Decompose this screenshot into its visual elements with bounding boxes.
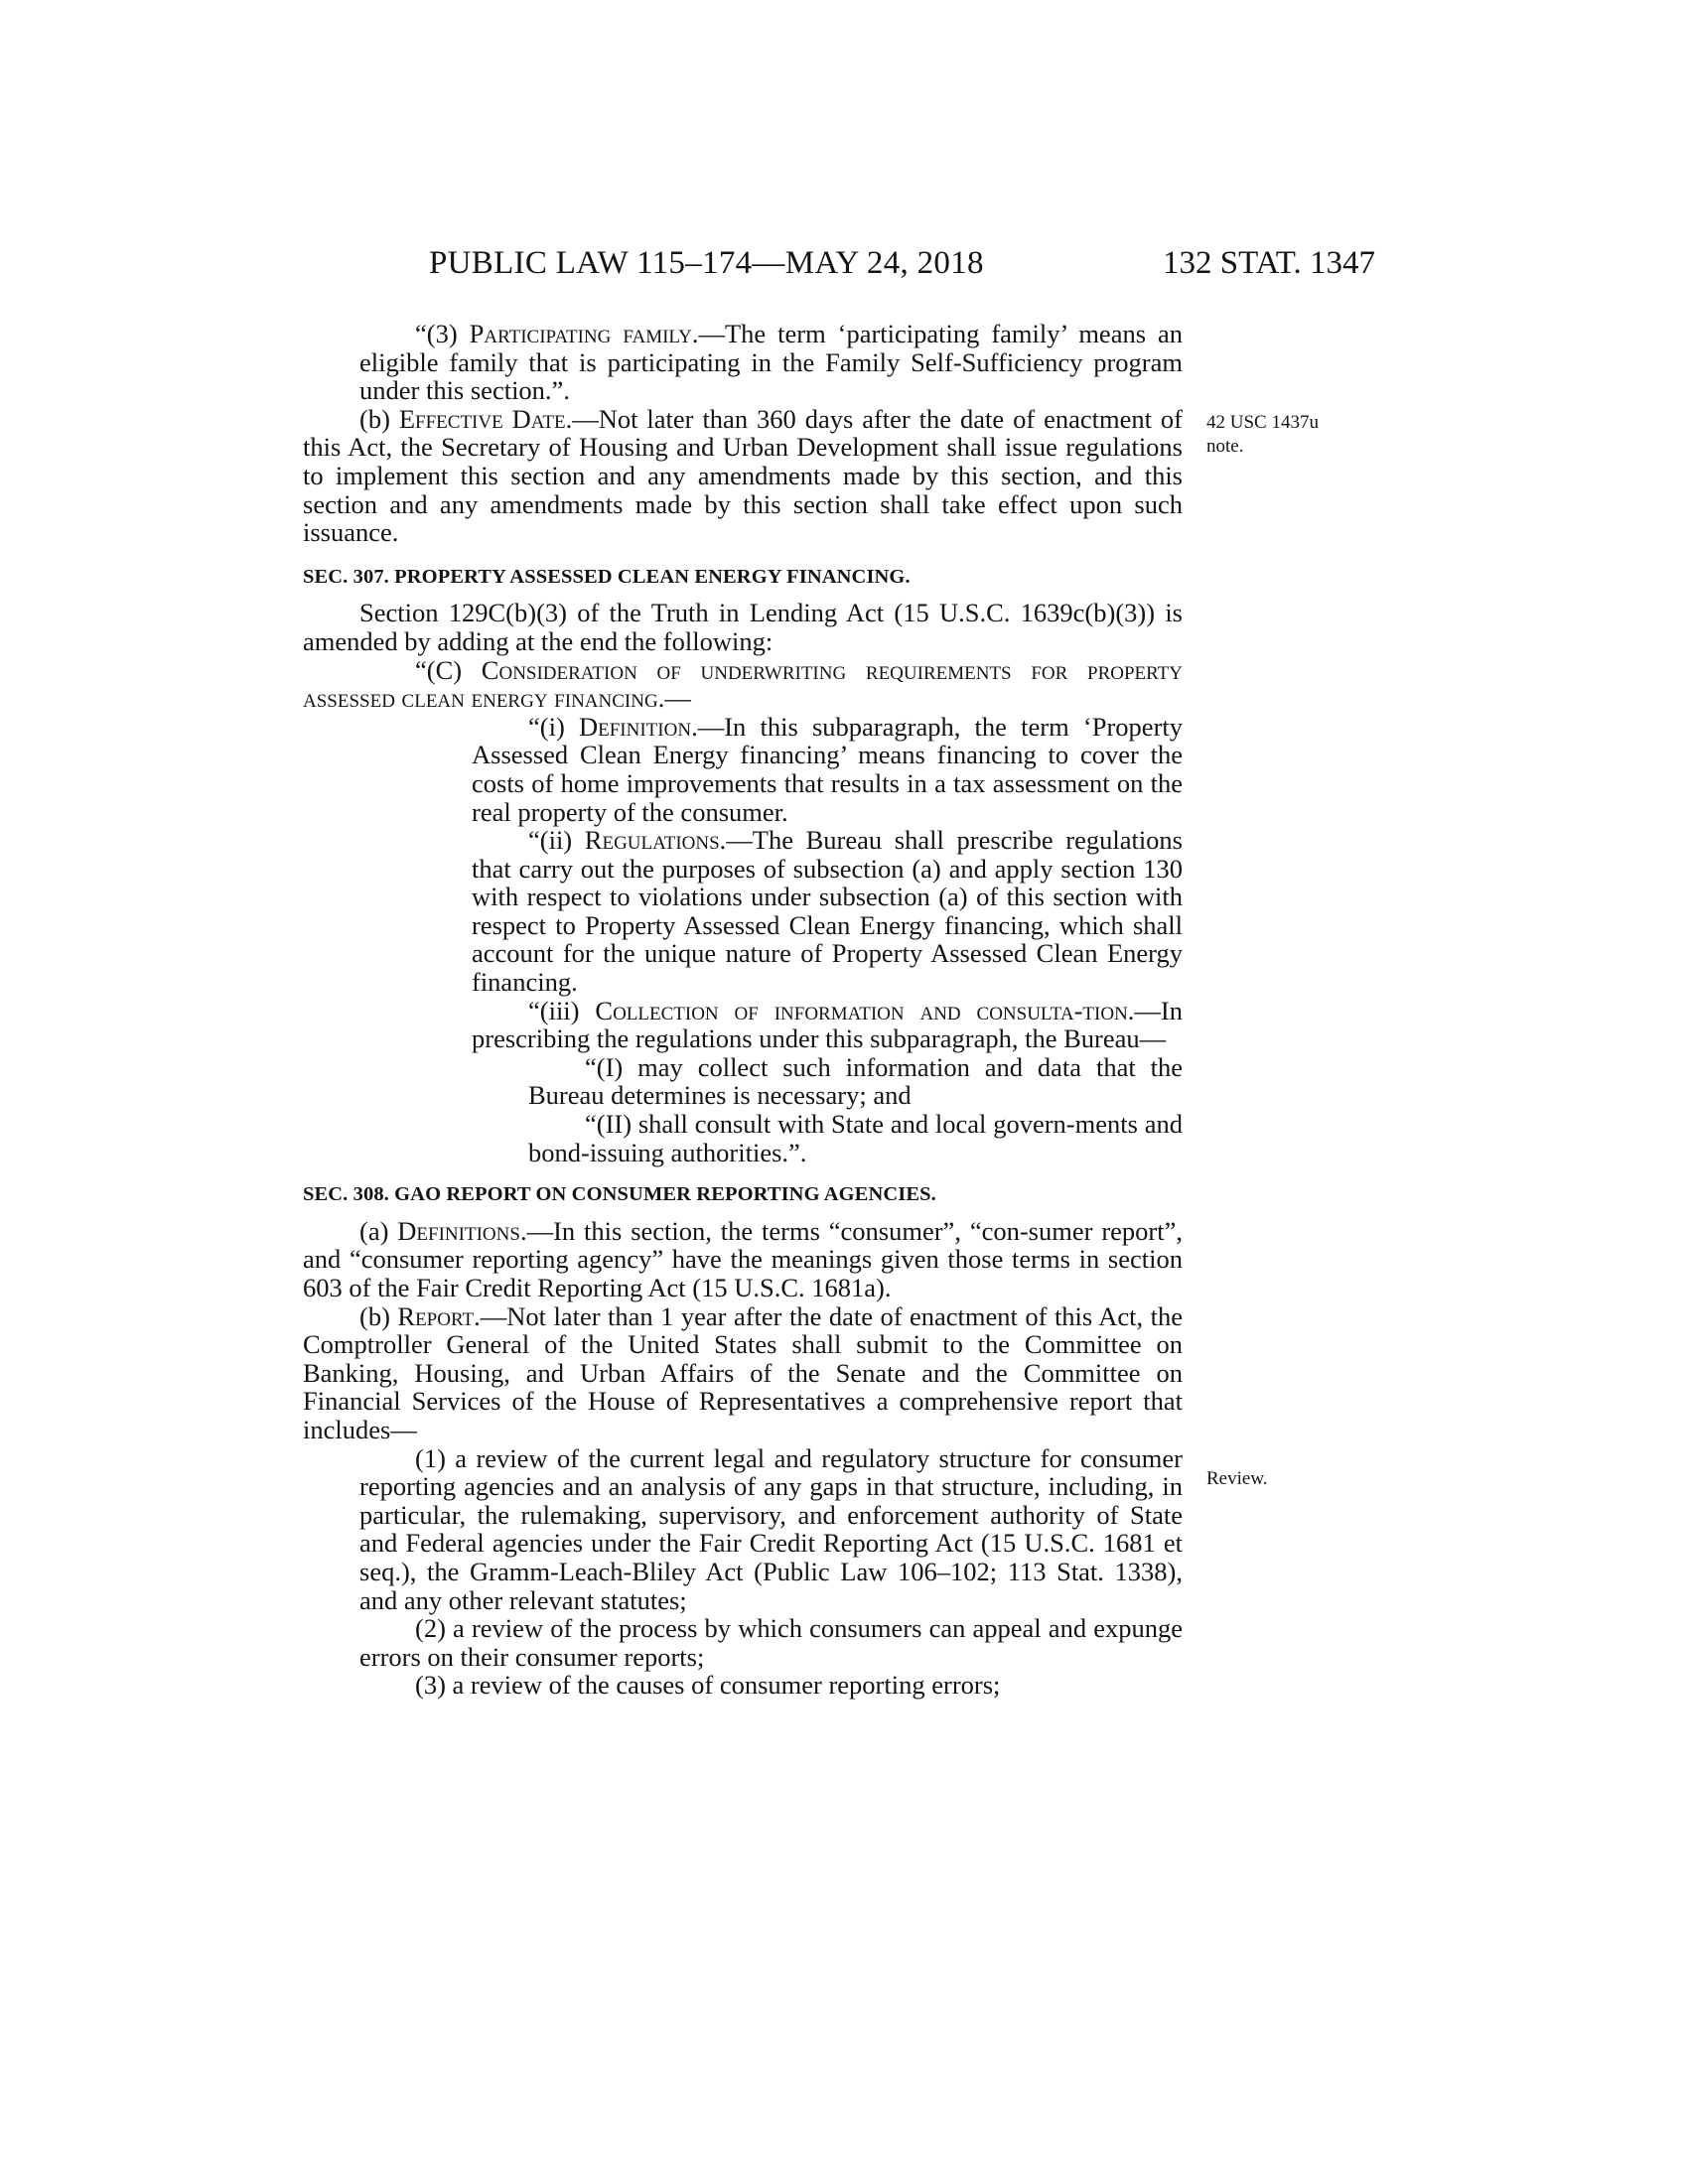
paragraph-definition [303, 713, 1183, 826]
paragraph-text: .—Not later than 360 days after the date of enactment of this Act, the Secretary of Housing and Urban Development shall issue regulations to implement this section and any amendments made by this section, and this section and any amendments made by this section shall take effect upon such issuance. [303, 403, 1183, 548]
statute-page-number: 132 STAT. 1347 [1162, 245, 1375, 281]
item-reporting-errors-review: (3) a review of the causes of consumer reporting errors; [415, 1670, 1001, 1701]
paragraph-text: .—Not later than 1 year after the date of enactment of this Act, the Comptroller General of the United States shall submit to the Committee on Banking, Housing, and Urban Affairs of the Senate and the Committee on Financial Services of the House of Representatives a comprehensive report that includes— [303, 1300, 1183, 1444]
page-header [0, 245, 1688, 285]
paragraph-text: .—In this subparagraph, the term ‘Property Assessed Clean Energy financing’ means financing to cover the costs of home improvements that results in a tax assessment on the real property of the consumer. [472, 711, 1184, 827]
paragraph-report [303, 1302, 1183, 1444]
paragraph-text: .— [657, 683, 691, 714]
paragraph-collection-of-information [303, 997, 1183, 1053]
paragraph-open: (b) [359, 403, 399, 434]
paragraph-heading: Regulations [584, 825, 720, 856]
clause-collect-information: “(I) may collect such information and data that the Bureau determines is necessary; and [528, 1051, 1183, 1111]
paragraph-heading: Participating family [469, 319, 692, 348]
paragraph-heading: Definitions [397, 1215, 520, 1246]
paragraph-definitions [303, 1217, 1183, 1302]
paragraph-heading: Definition [579, 711, 692, 742]
paragraph-heading: Report [397, 1300, 475, 1331]
clause-consult-governments: “(II) shall consult with State and local govern-ments and bond-issuing authorities.”. [528, 1109, 1183, 1167]
paragraph-open: “(ii) [528, 825, 585, 856]
paragraph-open: “(i) [528, 711, 579, 742]
paragraph-consideration-underwriting [303, 656, 1183, 713]
document-body [303, 320, 1183, 1700]
paragraph-open: (a) [359, 1215, 398, 1246]
paragraph-text: .—In prescribing the regulations under this subparagraph, the Bureau— [472, 995, 1183, 1054]
margin-note-usc-line1: 42 USC 1437u [1206, 412, 1319, 433]
paragraph-open: “(C) [415, 654, 482, 685]
section-307-heading: SEC. 307. PROPERTY ASSESSED CLEAN ENERGY FINANCING. [303, 565, 911, 588]
paragraph-regulations [303, 826, 1183, 997]
paragraph-heading: Consideration of underwriting requirements for property assessed clean energy financing [303, 654, 1183, 714]
paragraph-participating-family [303, 320, 1183, 405]
paragraph-open: “(iii) [528, 995, 596, 1025]
item-legal-regulatory-review: (1) a review of the current legal and regulatory structure for consumer reporting agencies and an analysis of any gaps in that structure, including, in particular, the rulemaking, supervisory, and enforcement authority of State and Federal agencies under the Fair Credit Reporting Act (15 U.S.C. 1681 et seq.), the Gramm-Leach-Bliley Act (Public Law 106–102; 113 Stat. 1338), and any other relevant statutes; [359, 1442, 1183, 1615]
margin-note-usc-citation [1206, 411, 1319, 459]
paragraph-heading: Collection of information and consulta-tion [595, 995, 1128, 1025]
paragraph-open: (b) [359, 1300, 398, 1331]
item-appeal-process-review: (2) a review of the process by which consumers can appeal and expunge errors on their consumer reports; [359, 1613, 1183, 1672]
paragraph-effective-date [303, 405, 1183, 547]
paragraph-text: .—The Bureau shall prescribe regulations that carry out the purposes of subsection (a) and apply section 130 with respect to violations under subsection (a) of this section with respect to Property Assessed Clean Energy financing, which shall account for the unique nature of Property Assessed Clean Energy financing. [472, 825, 1183, 998]
paragraph-text: .—The term ‘participating family’ means an eligible family that is participating in the Family Self-Sufficiency program under this section.”. [359, 319, 1183, 406]
paragraph-heading: Effective Date [398, 403, 566, 434]
paragraph-section-129c-amendment: Section 129C(b)(3) of the Truth in Lending Act (15 U.S.C. 1639c(b)(3)) is amended by adding at the end the following: [303, 598, 1183, 656]
paragraph-open: “(3) [415, 319, 470, 348]
section-308-heading: SEC. 308. GAO REPORT ON CONSUMER REPORTING AGENCIES. [303, 1183, 936, 1206]
margin-note-review: Review. [1206, 1468, 1268, 1489]
public-law-title: PUBLIC LAW 115–174—MAY 24, 2018 [429, 245, 984, 281]
margin-note-usc-line2: note. [1206, 436, 1244, 457]
paragraph-text: .—In this section, the terms “consumer”, “con-sumer report”, and “consumer reporting agency” have the meanings given those terms in section 603 of the Fair Credit Reporting Act (15 U.S.C. 1681a). [303, 1215, 1183, 1302]
